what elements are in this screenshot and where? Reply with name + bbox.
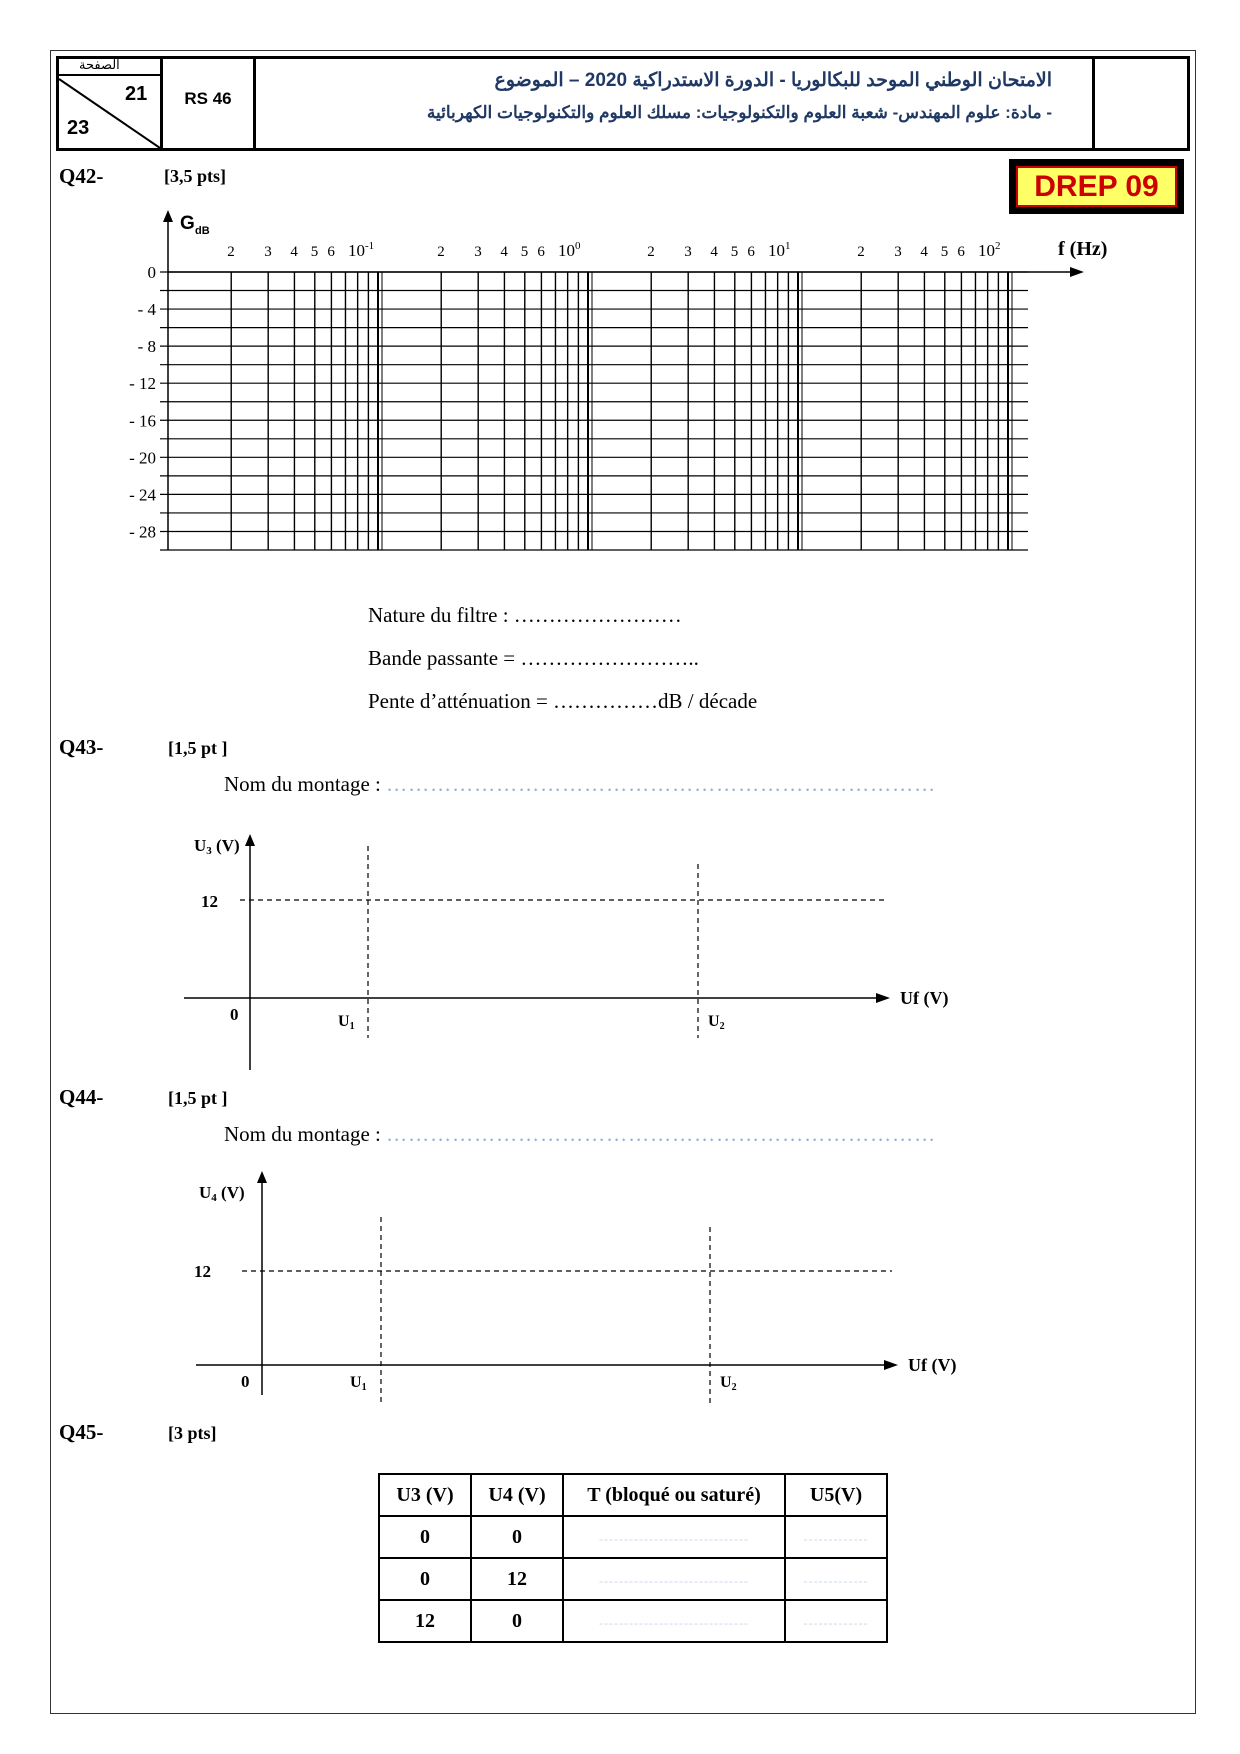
x-minor-label: 2 bbox=[227, 244, 235, 260]
x-minor-label: 6 bbox=[327, 244, 335, 260]
exam-header bbox=[56, 56, 1190, 151]
cell-u3: 0 bbox=[379, 1558, 471, 1600]
cell-t-blank[interactable] bbox=[563, 1558, 785, 1600]
nature-filtre: Nature du filtre : …………………… bbox=[368, 603, 682, 627]
x-minor-label: 2 bbox=[437, 244, 445, 260]
q44-y-title-main: U bbox=[199, 1183, 212, 1202]
q44-level-label: 12 bbox=[194, 1262, 211, 1281]
x-decade-label: $10^1$ bbox=[768, 240, 791, 260]
title-cell bbox=[256, 59, 1095, 148]
q43-origin: 0 bbox=[230, 1005, 239, 1024]
y-tick-label: - 28 bbox=[129, 522, 156, 542]
bode-y-labels bbox=[129, 263, 156, 541]
cell-u3: 12 bbox=[379, 1600, 471, 1642]
blank-t: ------------------------------ bbox=[599, 1531, 749, 1546]
q42-points: [3,5 pts] bbox=[164, 166, 226, 186]
truth-table-header bbox=[379, 1474, 887, 1516]
q44-montage-dots: ………………………………………………………………… bbox=[386, 1122, 937, 1146]
y-tick-label: - 20 bbox=[129, 448, 156, 468]
q43-y-title-unit: (V) bbox=[211, 836, 240, 855]
x-minor-label: 5 bbox=[730, 244, 739, 260]
y-tick-label: - 12 bbox=[129, 374, 156, 394]
title-line-1: الامتحان الوطني الموحد للبكالوريا - الدورة الاستدراكية 2020 – الموضوع bbox=[494, 70, 1052, 91]
x-minor-label: 6 bbox=[747, 244, 755, 260]
truth-table bbox=[378, 1473, 888, 1643]
y-tick-label: 0 bbox=[147, 263, 156, 282]
q43-u2-main: U bbox=[708, 1013, 720, 1030]
q43-x-arrow bbox=[876, 993, 890, 1003]
x-minor-label: 3 bbox=[894, 244, 902, 260]
x-minor-label: 3 bbox=[684, 244, 692, 260]
q43-level-label: 12 bbox=[201, 892, 218, 911]
cell-t-blank[interactable] bbox=[563, 1600, 785, 1642]
th-t: T (bloqué ou saturé) bbox=[563, 1474, 785, 1516]
y-tick-label: - 4 bbox=[137, 300, 156, 320]
q43-montage bbox=[224, 772, 936, 797]
pente-attenuation: Pente d’atténuation = ……………dB / décade bbox=[368, 689, 758, 713]
cell-u3: 0 bbox=[379, 1516, 471, 1558]
title-line-2: - مادة: علوم المهندس- شعبة العلوم والتكنولوجيات: مسلك العلوم والتكنولوجيات الكهربائية bbox=[426, 103, 1052, 122]
x-minor-label: 4 bbox=[920, 244, 928, 260]
empty-cell bbox=[1095, 59, 1187, 148]
q44-montage-label: Nom du montage : bbox=[224, 1122, 387, 1146]
code-cell bbox=[163, 59, 256, 148]
bode-y-title-sub: dB bbox=[195, 225, 210, 237]
q43-graph bbox=[180, 830, 980, 1080]
q44-points: [1,5 pt ] bbox=[168, 1088, 228, 1108]
bode-x-arrow bbox=[1070, 267, 1084, 277]
q43-points: [1,5 pt ] bbox=[168, 738, 228, 758]
x-minor-label: 3 bbox=[264, 244, 272, 260]
q43-y-title-sub: 3 bbox=[206, 845, 212, 857]
cell-u4: 12 bbox=[471, 1558, 563, 1600]
q44-x-title: Uf (V) bbox=[908, 1355, 957, 1375]
bode-x-labels bbox=[227, 240, 1000, 260]
q44-x-arrow bbox=[884, 1360, 898, 1370]
page-number-cell bbox=[59, 59, 163, 148]
q44-label: Q44- bbox=[59, 1085, 104, 1109]
table-row bbox=[379, 1516, 887, 1558]
blank-u5: ------------- bbox=[803, 1615, 869, 1630]
q44-origin: 0 bbox=[241, 1372, 250, 1391]
x-minor-label: 3 bbox=[474, 244, 482, 260]
q43-u1-label bbox=[338, 1013, 355, 1032]
q44-y-title-unit: (V) bbox=[216, 1183, 245, 1202]
q44-y-title-sub: 4 bbox=[211, 1192, 217, 1204]
x-minor-label: 2 bbox=[857, 244, 865, 260]
q44-u2-main: U bbox=[720, 1374, 732, 1391]
page-number: 21 bbox=[125, 83, 148, 105]
q43-label: Q43- bbox=[59, 735, 104, 759]
x-minor-label: 4 bbox=[500, 244, 508, 260]
q43-montage-dots: ………………………………………………………………… bbox=[386, 772, 937, 796]
x-minor-label: 4 bbox=[710, 244, 718, 260]
page-label: الصفحة bbox=[79, 57, 120, 72]
q44-y-title bbox=[199, 1183, 245, 1204]
cell-u5-blank[interactable] bbox=[785, 1516, 887, 1558]
q44-montage bbox=[224, 1122, 936, 1147]
q44-u2-label bbox=[720, 1374, 737, 1393]
q43-y-title-main: U bbox=[194, 836, 207, 855]
q42-label: Q42- bbox=[59, 164, 104, 188]
blank-u5: ------------- bbox=[803, 1531, 869, 1546]
q43-u2-sub: 2 bbox=[719, 1021, 725, 1032]
x-decade-label: $10^{-1}$ bbox=[348, 240, 375, 260]
q44-u1-sub: 1 bbox=[361, 1382, 367, 1393]
blank-t: ------------------------------ bbox=[599, 1615, 749, 1630]
y-tick-label: - 24 bbox=[129, 485, 156, 505]
x-minor-label: 2 bbox=[647, 244, 655, 260]
cell-t-blank[interactable] bbox=[563, 1516, 785, 1558]
cell-u4: 0 bbox=[471, 1600, 563, 1642]
bode-x-title: f (Hz) bbox=[1058, 238, 1108, 260]
q43-u1-sub: 1 bbox=[349, 1021, 355, 1032]
x-minor-label: 5 bbox=[940, 244, 949, 260]
q43-y-title bbox=[194, 836, 240, 857]
th-u3: U3 (V) bbox=[379, 1474, 471, 1516]
table-row bbox=[379, 1600, 887, 1642]
x-minor-label: 5 bbox=[310, 244, 319, 260]
bande-passante: Bande passante = …………………….. bbox=[368, 646, 699, 670]
q44-graph bbox=[180, 1165, 980, 1415]
q44-y-arrow bbox=[257, 1171, 267, 1183]
bode-grid bbox=[160, 272, 1028, 550]
y-tick-label: - 16 bbox=[129, 411, 156, 431]
q45-label: Q45- bbox=[59, 1420, 104, 1444]
bode-y-title: G bbox=[180, 213, 195, 234]
x-minor-label: 6 bbox=[537, 244, 545, 260]
bode-chart bbox=[100, 200, 1160, 560]
x-decade-label: $10^0$ bbox=[558, 240, 581, 260]
page-total: 23 bbox=[67, 117, 90, 139]
cell-u4: 0 bbox=[471, 1516, 563, 1558]
th-u5: U5(V) bbox=[785, 1474, 887, 1516]
cell-u5-blank[interactable] bbox=[785, 1558, 887, 1600]
q45-points: [3 pts] bbox=[168, 1423, 217, 1443]
q43-x-title: Uf (V) bbox=[900, 988, 949, 1008]
q44-u1-main: U bbox=[350, 1374, 362, 1391]
table-row bbox=[379, 1558, 887, 1600]
th-u4: U4 (V) bbox=[471, 1474, 563, 1516]
drep-label: DREP 09 bbox=[1034, 169, 1159, 203]
blank-u5: ------------- bbox=[803, 1573, 869, 1588]
x-decade-label: $10^2$ bbox=[978, 240, 1001, 260]
q43-y-arrow bbox=[245, 834, 255, 846]
x-minor-label: 5 bbox=[520, 244, 529, 260]
y-tick-label: - 8 bbox=[137, 337, 156, 357]
x-minor-label: 4 bbox=[290, 244, 298, 260]
x-minor-label: 6 bbox=[957, 244, 965, 260]
q44-u1-label bbox=[350, 1374, 367, 1393]
q43-montage-label: Nom du montage : bbox=[224, 772, 387, 796]
blank-t: ------------------------------ bbox=[599, 1573, 749, 1588]
exam-code: RS 46 bbox=[184, 89, 232, 108]
q43-u2-label bbox=[708, 1013, 725, 1032]
cell-u5-blank[interactable] bbox=[785, 1600, 887, 1642]
q44-u2-sub: 2 bbox=[731, 1382, 737, 1393]
q43-u1-main: U bbox=[338, 1013, 350, 1030]
